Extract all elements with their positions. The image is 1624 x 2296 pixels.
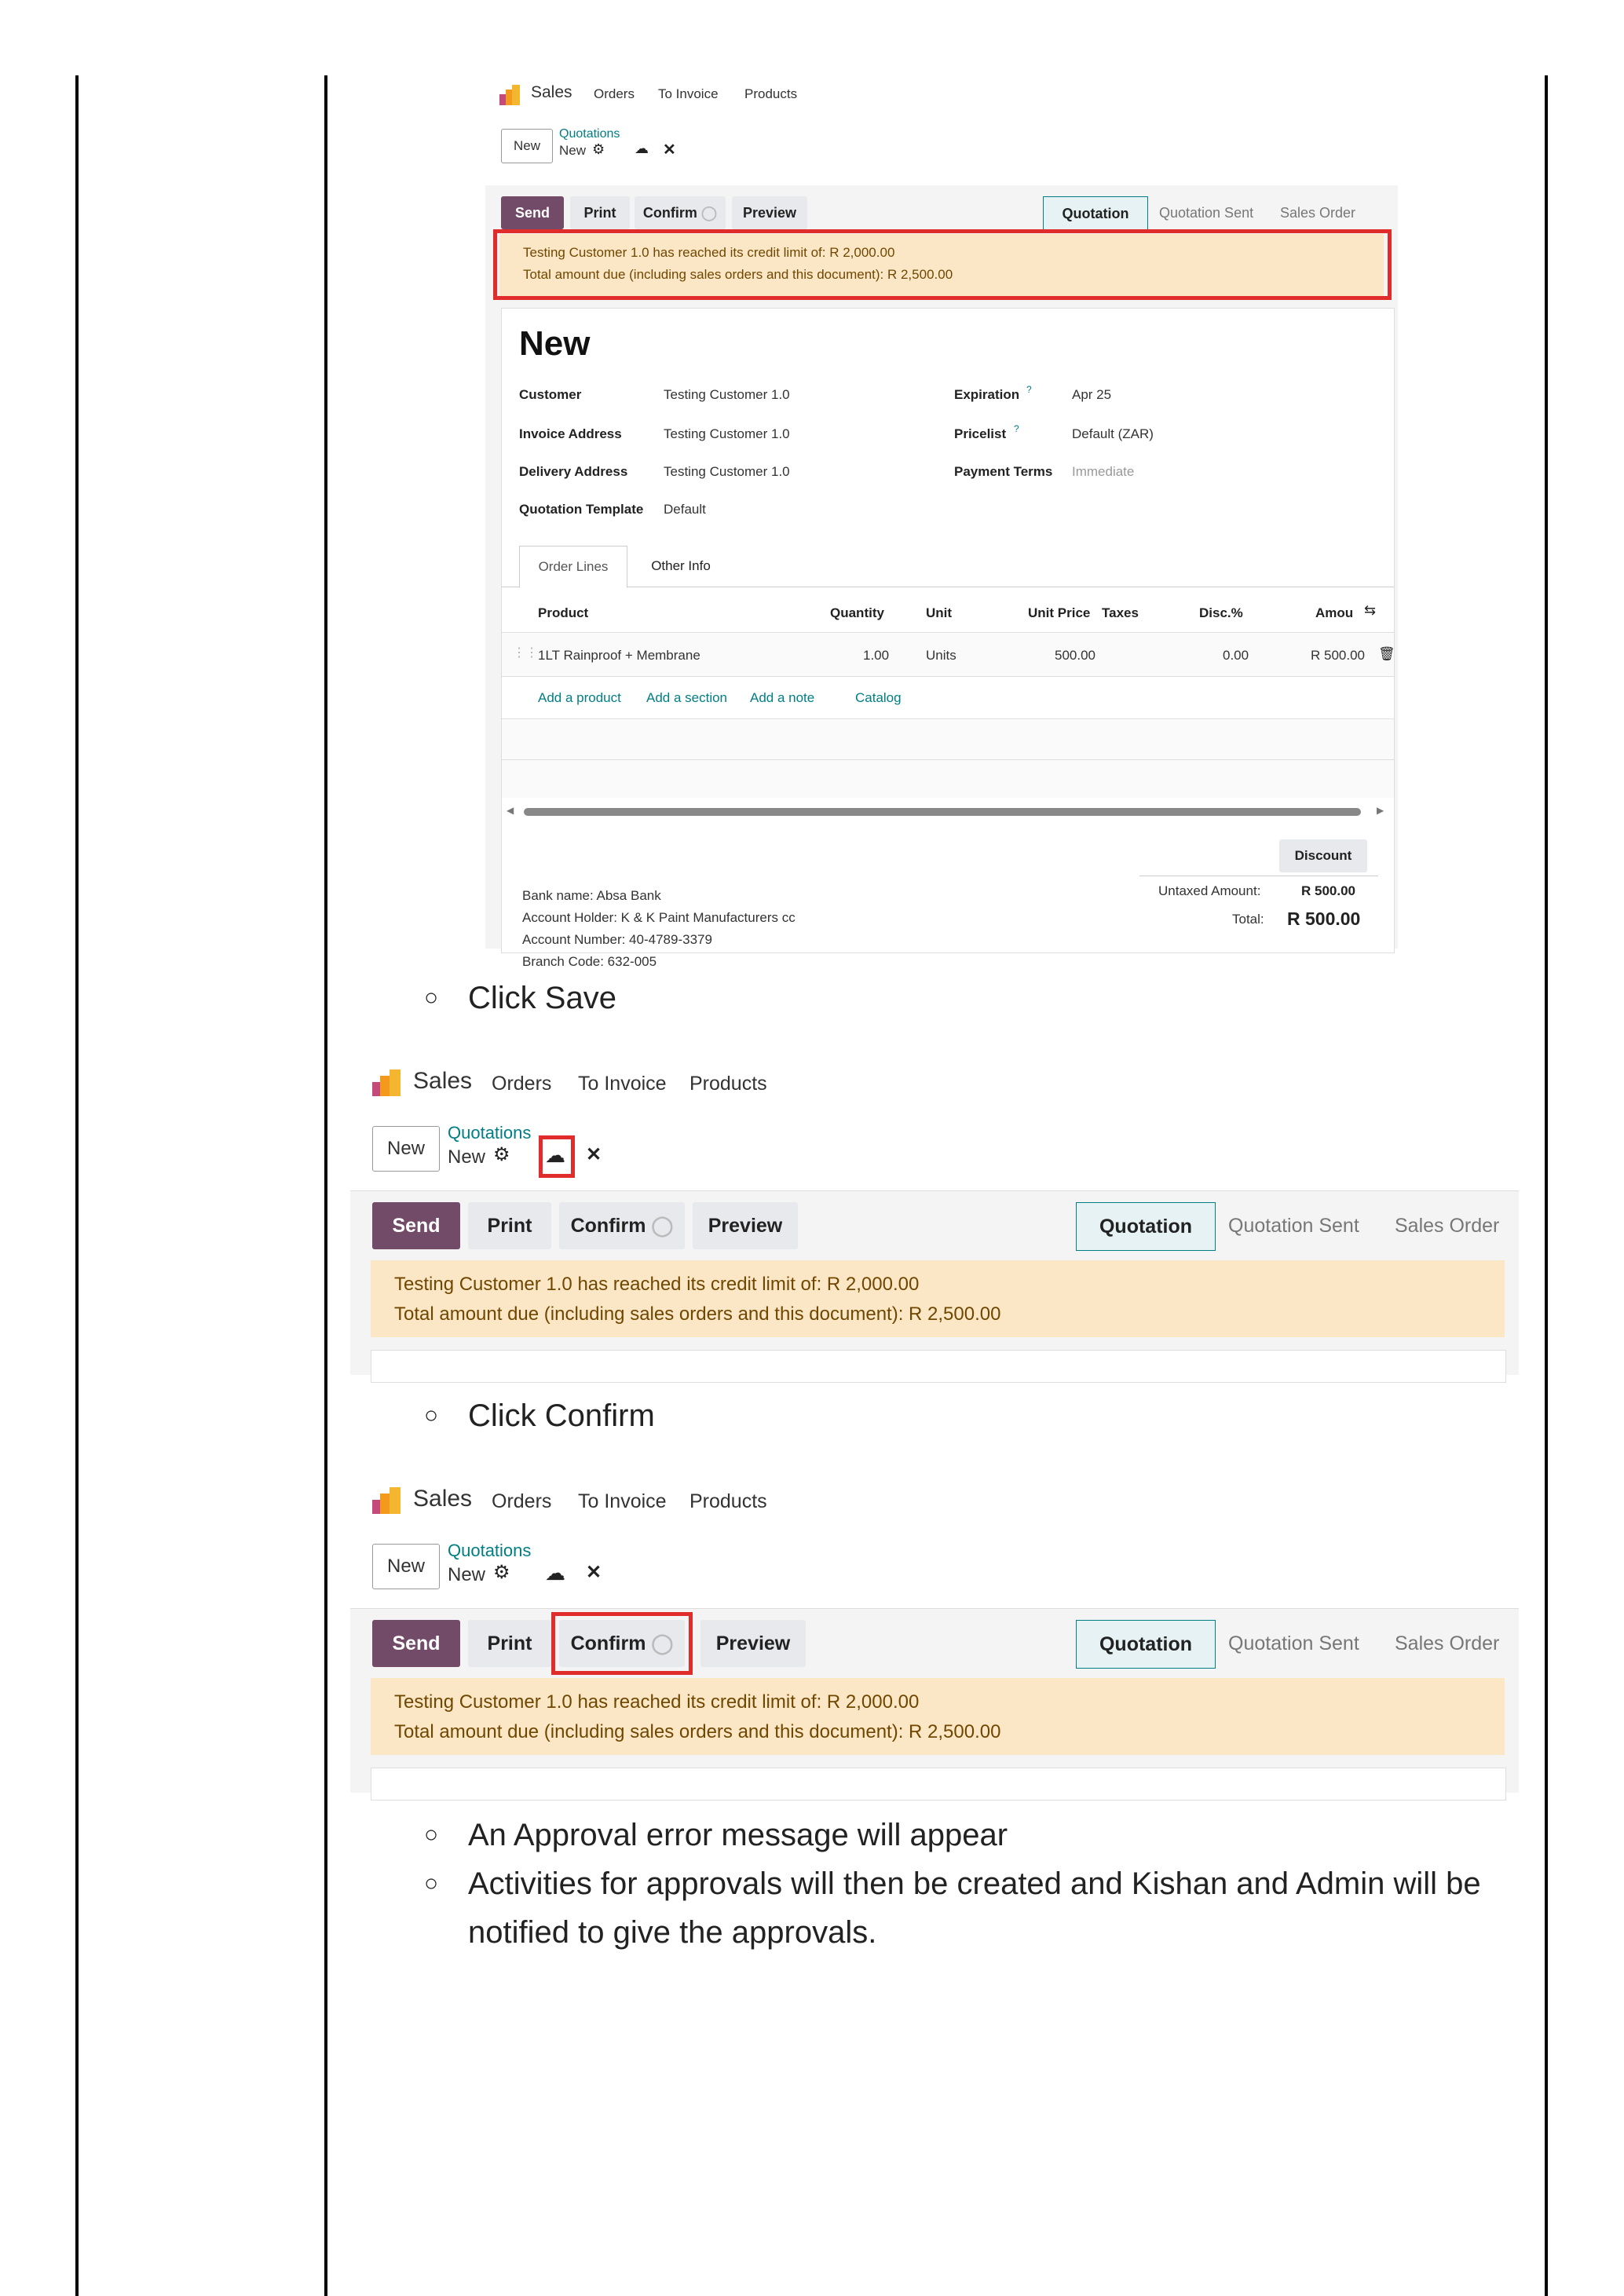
col-taxes[interactable]: Taxes	[1102, 605, 1139, 620]
gear-icon[interactable]: ⚙	[493, 1562, 510, 1583]
user-avatar-icon: ◯	[651, 1632, 674, 1654]
alert-line-2: Total amount due (including sales orders and this document): R 2,500.00	[394, 1303, 1001, 1325]
breadcrumb-quotations[interactable]: Quotations	[559, 127, 620, 141]
breadcrumb-quotations[interactable]: Quotations	[448, 1541, 532, 1560]
bank-line: Bank name: Absa Bank	[522, 888, 661, 903]
step-approval-error-text: An Approval error message will appear	[468, 1818, 1008, 1852]
save-cloud-icon[interactable]: ☁	[545, 1561, 565, 1585]
confirm-label: Confirm	[570, 1215, 646, 1237]
confirm-button[interactable]	[635, 196, 726, 229]
status-quotation-sent[interactable]: Quotation Sent	[1228, 1632, 1359, 1654]
new-button[interactable]: New	[372, 1126, 440, 1172]
invoice-address-value[interactable]: Testing Customer 1.0	[664, 426, 790, 441]
screenshot-quotation-form	[485, 77, 1398, 969]
nav-products[interactable]: Products	[689, 1073, 767, 1095]
row-amount: R 500.00	[1311, 648, 1365, 663]
sales-app-icon	[372, 1487, 402, 1514]
user-avatar-icon: ◯	[651, 1215, 674, 1237]
delivery-address-label: Delivery Address	[519, 464, 628, 479]
save-highlight-box	[539, 1135, 575, 1178]
pricelist-label: Pricelist	[954, 426, 1007, 441]
quotation-template-value[interactable]: Default	[664, 502, 706, 517]
confirm-highlight-box	[551, 1612, 693, 1675]
catalog-link[interactable]: Catalog	[855, 690, 902, 705]
confirm-label: Confirm	[570, 1632, 646, 1654]
untaxed-label: Untaxed Amount:	[1158, 883, 1261, 898]
total-label: Total:	[1232, 912, 1264, 927]
nav-products[interactable]: Products	[689, 1490, 767, 1512]
row-discount[interactable]: 0.00	[1223, 648, 1249, 663]
screenshot-confirm-step	[350, 1475, 1519, 1792]
payment-terms-value[interactable]: Immediate	[1072, 464, 1135, 479]
form-area	[485, 185, 1398, 969]
form-area	[350, 1608, 1519, 1793]
app-name[interactable]: Sales	[413, 1068, 473, 1094]
form-area	[350, 1190, 1519, 1375]
step-confirm-text: Click Confirm	[468, 1398, 655, 1433]
send-button[interactable]: Send	[501, 196, 564, 229]
column-settings-icon[interactable]: ⇆	[1364, 602, 1377, 618]
send-button[interactable]: Send	[372, 1620, 460, 1667]
status-quotation[interactable]: Quotation	[1076, 1202, 1216, 1251]
status-sales-order[interactable]: Sales Order	[1280, 205, 1356, 221]
tab-order-lines-label: Order Lines	[538, 559, 609, 574]
save-cloud-icon[interactable]: ☁	[635, 141, 649, 156]
preview-button[interactable]: Preview	[700, 1620, 806, 1667]
bullet-circle: ○	[424, 1402, 439, 1428]
add-note-link[interactable]: Add a note	[750, 690, 815, 705]
print-button[interactable]: Print	[468, 1202, 551, 1249]
status-sales-order[interactable]: Sales Order	[1395, 1632, 1500, 1654]
preview-button[interactable]: Preview	[732, 196, 807, 229]
col-discount[interactable]: Disc.%	[1199, 605, 1243, 620]
bank-line: Account Number: 40-4789-3379	[522, 932, 712, 947]
delivery-address-value[interactable]: Testing Customer 1.0	[664, 464, 790, 479]
send-button[interactable]: Send	[372, 1202, 460, 1249]
expiration-value[interactable]: Apr 25	[1072, 387, 1112, 402]
customer-value[interactable]: Testing Customer 1.0	[664, 387, 790, 402]
nav-orders[interactable]: Orders	[594, 86, 635, 101]
credit-limit-alert	[371, 1260, 1505, 1337]
row-unit-price[interactable]: 500.00	[1055, 648, 1095, 663]
form-sheet-edge	[371, 1350, 1506, 1383]
breadcrumb-current: New	[448, 1564, 486, 1585]
user-avatar-icon: ◯	[700, 205, 718, 221]
form-sheet	[501, 308, 1395, 969]
nav-products[interactable]: Products	[744, 86, 798, 101]
form-sheet-edge	[371, 1768, 1506, 1801]
app-name[interactable]: Sales	[413, 1486, 473, 1512]
confirm-button[interactable]	[559, 1202, 685, 1249]
alert-line-2: Total amount due (including sales orders and this document): R 2,500.00	[523, 267, 953, 282]
scroll-right-arrow[interactable]: ▶	[1377, 805, 1384, 816]
bank-details	[522, 885, 796, 973]
sales-app-icon	[499, 85, 523, 105]
row-product[interactable]: 1LT Rainproof + Membrane	[538, 648, 700, 663]
nav-orders[interactable]: Orders	[492, 1073, 552, 1095]
confirm-label: Confirm	[642, 205, 697, 221]
expiration-label: Expiration	[954, 387, 1020, 402]
print-button[interactable]: Print	[570, 196, 630, 229]
preview-button[interactable]: Preview	[693, 1202, 798, 1249]
discard-icon[interactable]: ✕	[586, 1562, 602, 1583]
sales-app-icon	[372, 1069, 402, 1096]
nav-orders[interactable]: Orders	[492, 1490, 552, 1512]
customer-label: Customer	[519, 387, 582, 402]
nav-to-invoice[interactable]: To Invoice	[578, 1490, 667, 1512]
bank-line: Account Holder: K & K Paint Manufacturers cc	[522, 910, 796, 925]
page-column-divider	[324, 75, 327, 2296]
payment-terms-label: Payment Terms	[954, 464, 1053, 479]
col-unit[interactable]: Unit	[926, 605, 953, 620]
status-quotation[interactable]: Quotation	[1043, 196, 1148, 231]
nav-to-invoice[interactable]: To Invoice	[578, 1073, 667, 1095]
row-divider	[502, 718, 1394, 719]
empty-row	[502, 720, 1394, 759]
pricelist-help-icon[interactable]: ?	[1014, 423, 1019, 434]
status-sales-order[interactable]: Sales Order	[1395, 1215, 1500, 1237]
form-title: New	[519, 324, 591, 363]
tab-other-info-label: Other Info	[651, 558, 711, 573]
alert-line-1: Testing Customer 1.0 has reached its credit limit of: R 2,000.00	[394, 1274, 920, 1295]
bullet-circle: ○	[424, 1822, 439, 1848]
discard-icon[interactable]: ✕	[586, 1144, 602, 1165]
row-quantity[interactable]: 1.00	[863, 648, 890, 663]
status-quotation-sent[interactable]: Quotation Sent	[1159, 205, 1254, 221]
new-button[interactable]: New	[372, 1544, 440, 1589]
status-quotation[interactable]: Quotation	[1076, 1620, 1216, 1669]
header-divider	[502, 632, 1394, 633]
col-amount[interactable]: Amou	[1315, 605, 1354, 620]
add-section-link[interactable]: Add a section	[646, 690, 728, 705]
breadcrumb-current: New	[448, 1146, 486, 1168]
alert-line-1: Testing Customer 1.0 has reached its credit limit of: R 2,000.00	[394, 1691, 920, 1713]
step-save-text: Click Save	[468, 981, 616, 1015]
bullet-circle: ○	[424, 1870, 439, 1896]
discard-icon[interactable]: ✕	[663, 141, 676, 159]
empty-row	[502, 760, 1394, 798]
bank-line: Branch Code: 632-005	[522, 954, 657, 969]
add-product-link[interactable]: Add a product	[538, 690, 621, 705]
col-quantity[interactable]: Quantity	[830, 605, 884, 620]
delete-line-icon[interactable]: 🗑	[1378, 646, 1395, 661]
expiration-help-icon[interactable]: ?	[1026, 384, 1032, 395]
gear-icon[interactable]: ⚙	[493, 1144, 510, 1165]
nav-to-invoice[interactable]: To Invoice	[658, 86, 719, 101]
col-unit-price[interactable]: Unit Price	[1028, 605, 1091, 620]
alert-highlight-box	[493, 229, 1392, 300]
row-unit[interactable]: Units	[926, 648, 956, 663]
credit-limit-alert	[371, 1678, 1505, 1755]
screenshot-save-step	[350, 1057, 1519, 1374]
step-activities-text: Activities for approvals will then be created and Kishan and Admin will be notified to give the approvals.	[468, 1866, 1481, 1950]
tab-other-info[interactable]	[627, 546, 734, 587]
status-quotation-sent[interactable]: Quotation Sent	[1228, 1215, 1359, 1237]
alert-line-2: Total amount due (including sales orders and this document): R 2,500.00	[394, 1721, 1001, 1742]
bullet-circle: ○	[424, 985, 439, 1011]
app-name[interactable]: Sales	[531, 83, 572, 101]
horizontal-scrollbar[interactable]	[524, 808, 1361, 816]
breadcrumb-quotations[interactable]: Quotations	[448, 1123, 532, 1143]
breadcrumb-current: New	[559, 143, 587, 158]
save-cloud-icon[interactable]: ☁	[545, 1143, 565, 1167]
page-left-border	[75, 75, 79, 2296]
row-divider	[502, 676, 1394, 677]
print-button[interactable]: Print	[468, 1620, 551, 1667]
step-activities	[424, 1859, 1508, 1957]
quotation-template-label: Quotation Template	[519, 502, 644, 517]
scroll-left-arrow[interactable]: ◀	[507, 805, 514, 816]
col-product[interactable]: Product	[538, 605, 589, 620]
alert-line-1: Testing Customer 1.0 has reached its credit limit of: R 2,000.00	[523, 245, 895, 260]
page-right-border	[1545, 75, 1548, 2296]
discount-button[interactable]: Discount	[1279, 839, 1367, 872]
gear-icon[interactable]: ⚙	[592, 141, 605, 157]
total-value: R 500.00	[1287, 909, 1361, 929]
untaxed-value: R 500.00	[1301, 883, 1355, 898]
tab-order-lines[interactable]	[519, 546, 627, 588]
drag-handle-icon[interactable]: ⋮⋮	[513, 646, 538, 660]
pricelist-value[interactable]: Default (ZAR)	[1072, 426, 1154, 441]
new-button[interactable]: New	[501, 129, 553, 163]
invoice-address-label: Invoice Address	[519, 426, 622, 441]
